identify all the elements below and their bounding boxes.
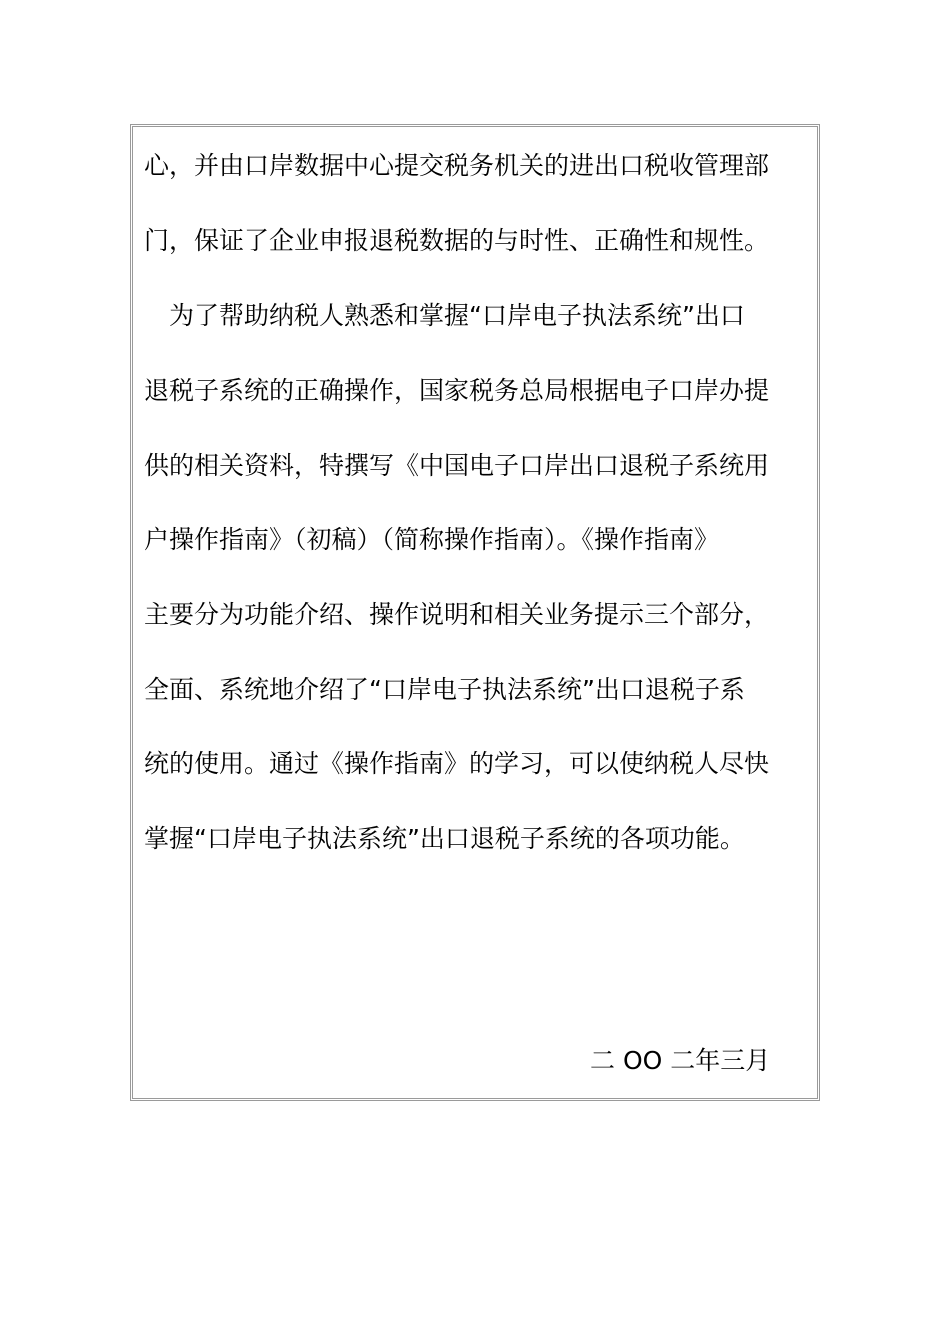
text-line-2: 门，保证了企业申报退税数据的与时性、正确性和规性。 [144, 226, 770, 255]
text-line-9: 统的使用。通过《操作指南》的学习，可以使纳税人尽快 [144, 749, 770, 778]
text-line-10: 掌握“口岸电子执法系统”出口退税子系统的各项功能。 [144, 824, 745, 853]
text-line-3: 为了帮助纳税人熟悉和掌握“口岸电子执法系统”出口 [144, 301, 745, 330]
text-line-4: 退税子系统的正确操作，国家税务总局根据电子口岸办提 [144, 376, 770, 405]
text-line-1: 心，并由口岸数据中心提交税务机关的进出口税收管理部 [144, 151, 770, 180]
text-line-8: 全面、系统地介绍了“口岸电子执法系统”出口退税子系 [144, 675, 745, 704]
document-date: 二 OO 二年三月 [590, 1046, 771, 1075]
text-line-5: 供的相关资料，特撰写《中国电子口岸出口退税子系统用 [144, 451, 770, 480]
text-line-6: 户操作指南》（初稿）（简称操作指南）。《操作指南》 [144, 525, 720, 554]
text-line-7: 主要分为功能介绍、操作说明和相关业务提示三个部分， [144, 600, 770, 629]
